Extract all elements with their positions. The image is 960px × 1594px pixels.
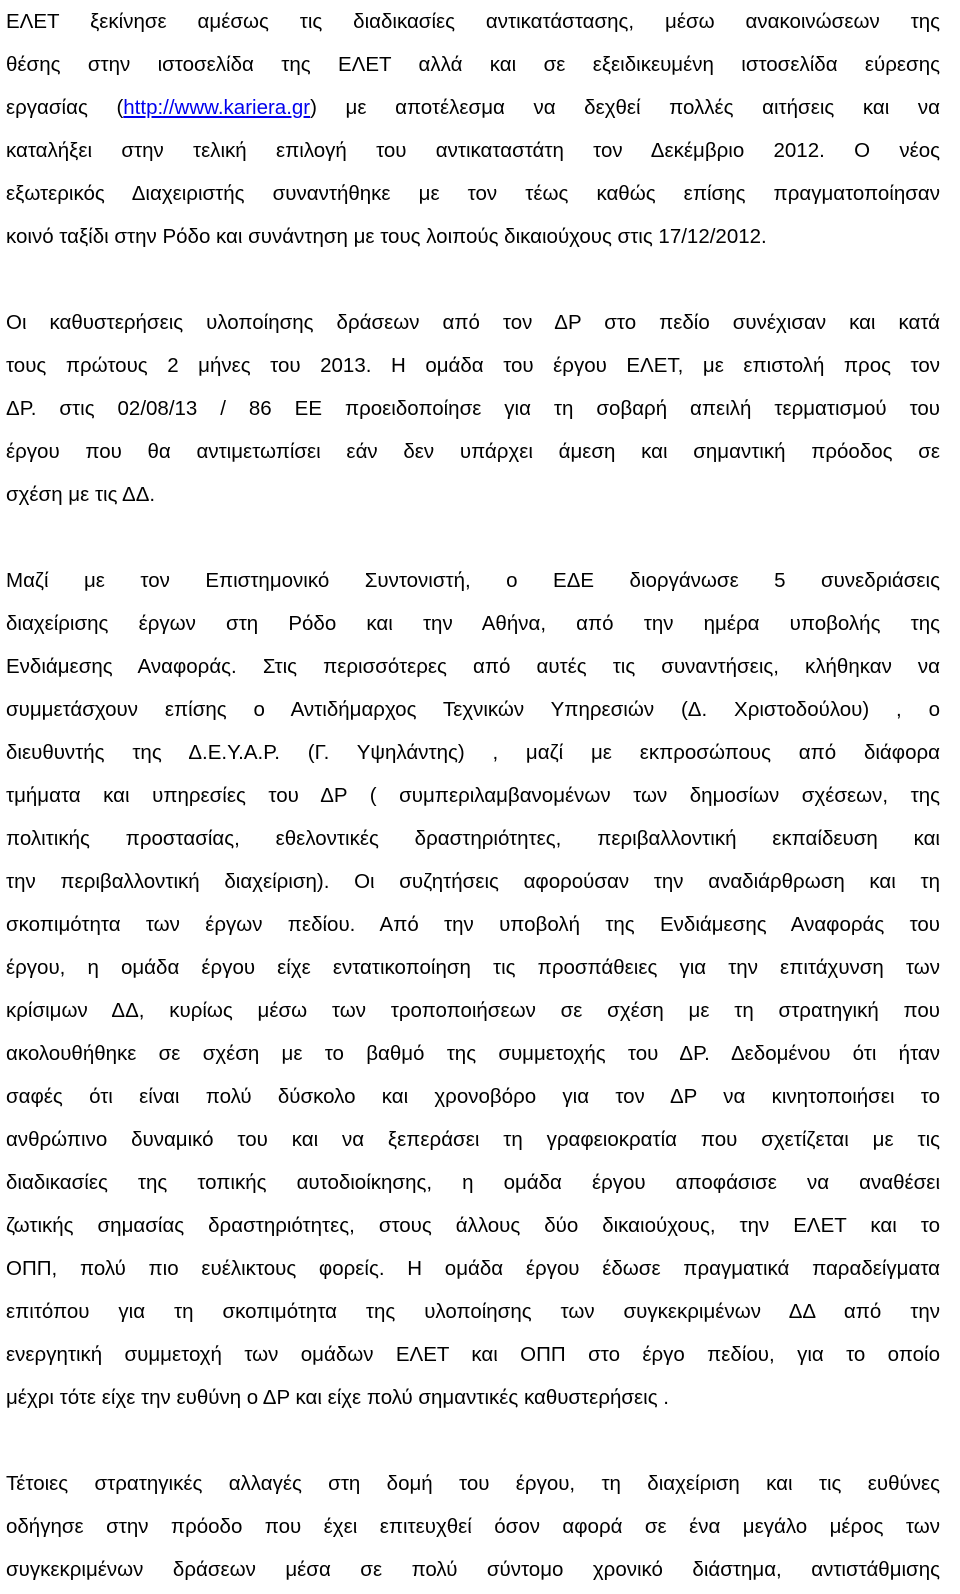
paragraph-4: [6, 1462, 940, 1591]
paragraph-gap: [6, 516, 940, 559]
text-line: ΔΡ. στις 02/08/13 / 86 ΕΕ προειδοποίησε για τη σοβαρή απειλή τερματισμού του: [6, 397, 940, 420]
text-line: διαχείρισης έργων στη Ρόδο και την Αθήνα, από την ημέρα υποβολής της: [6, 612, 940, 635]
text-line: συγκεκριμένων δράσεων μέσα σε πολύ σύντομο χρονικό διάστημα, αντιστάθμισης: [6, 1558, 940, 1581]
paragraph-gap: [6, 1419, 940, 1462]
text-line: μέχρι τότε είχε την ευθύνη ο ΔΡ και είχε πολύ σημαντικές καθυστερήσεις .: [6, 1386, 669, 1409]
document-page: [6, 0, 940, 1591]
text-line: επιτόπου για τη σκοπιμότητα της υλοποίησης των συγκεκριμένων ΔΔ από την: [6, 1300, 940, 1323]
text-line: Τέτοιες στρατηγικές αλλαγές στη δομή του έργου, τη διαχείριση και τις ευθύνες: [6, 1472, 940, 1495]
text-line: ΕΛΕΤ ξεκίνησε αμέσως τις διαδικασίες αντικατάστασης, μέσω ανακοινώσεων της: [6, 10, 940, 33]
text-line: πολιτικής προστασίας, εθελοντικές δραστηριότητες, περιβαλλοντική εκπαίδευση και: [6, 827, 940, 850]
text-line: ακολουθήθηκε σε σχέση με το βαθμό της συμμετοχής του ΔΡ. Δεδομένου ότι ήταν: [6, 1042, 940, 1065]
text-line: Ενδιάμεσης Αναφοράς. Στις περισσότερες από αυτές τις συναντήσεις, κλήθηκαν να: [6, 655, 940, 678]
text-line: ενεργητική συμμετοχή των ομάδων ΕΛΕΤ και ΟΠΠ στο έργο πεδίου, για το οποίο: [6, 1343, 940, 1366]
text-line: καταλήξει στην τελική επιλογή του αντικαταστάτη τον Δεκέμβριο 2012. Ο νέος: [6, 139, 940, 162]
text-line: διαδικασίες της τοπικής αυτοδιοίκησης, η ομάδα έργου αποφάσισε να αναθέσει: [6, 1171, 940, 1194]
text-line: τους πρώτους 2 μήνες του 2013. Η ομάδα του έργου ΕΛΕΤ, με επιστολή προς τον: [6, 354, 940, 377]
text-line: κρίσιμων ΔΔ, κυρίως μέσω των τροποποιήσεων σε σχέση με τη στρατηγική που: [6, 999, 940, 1022]
text-line: σκοπιμότητα των έργων πεδίου. Από την υποβολή της Ενδιάμεσης Αναφοράς του: [6, 913, 940, 936]
text-line: τμήματα και υπηρεσίες του ΔΡ ( συμπεριλαμβανομένων των δημοσίων σχέσεων, της: [6, 784, 940, 807]
text-line: εξωτερικός Διαχειριστής συναντήθηκε με τον τέως καθώς επίσης πραγματοποίησαν: [6, 182, 940, 205]
text-line: έργου, η ομάδα έργου είχε εντατικοποίηση τις προσπάθειες για την επιτάχυνση των: [6, 956, 940, 979]
paragraph-2: [6, 301, 940, 516]
text-line: σχέση με τις ΔΔ.: [6, 483, 156, 506]
text-line: Οι καθυστερήσεις υλοποίησης δράσεων από τον ΔΡ στο πεδίο συνέχισαν και κατά: [6, 311, 940, 334]
text-line: κοινό ταξίδι στην Ρόδο και συνάντηση με τους λοιπούς δικαιούχους στις 17/12/2012.: [6, 225, 767, 248]
paragraph-1: [6, 0, 940, 258]
text-line: έργου που θα αντιμετωπίσει εάν δεν υπάρχει άμεση και σημαντική πρόοδος σε: [6, 440, 940, 463]
text-line: ανθρώπινο δυναμικό του και να ξεπεράσει τη γραφειοκρατία που σχετίζεται με τις: [6, 1128, 940, 1151]
text-line: θέσης στην ιστοσελίδα της ΕΛΕΤ αλλά και σε εξειδικευμένη ιστοσελίδα εύρεσης: [6, 53, 940, 76]
paragraph-3: [6, 559, 940, 1419]
text-line: διευθυντής της Δ.Ε.Υ.Α.Ρ. (Γ. Υψηλάντης) , μαζί με εκπροσώπους από διάφορα: [6, 741, 940, 764]
text-segment: ) με αποτέλεσμα να δεχθεί πολλές αιτήσεις και να: [310, 96, 940, 119]
text-line: οδήγησε στην πρόοδο που έχει επιτευχθεί όσον αφορά σε ένα μεγάλο μέρος των: [6, 1515, 940, 1538]
text-line: Μαζί με τον Επιστημονικό Συντονιστή, ο ΕΔΕ διοργάνωσε 5 συνεδριάσεις: [6, 569, 940, 592]
text-line-with-link: [6, 86, 940, 129]
text-line: ΟΠΠ, πολύ πιο ευέλικτους φορείς. Η ομάδα έργου έδωσε πραγματικά παραδείγματα: [6, 1257, 940, 1280]
text-line: την περιβαλλοντική διαχείριση). Οι συζητήσεις αφορούσαν την αναδιάρθρωση και τη: [6, 870, 940, 893]
text-segment: εργασίας (: [6, 96, 124, 119]
text-line: ζωτικής σημασίας δραστηριότητες, στους άλλους δύο δικαιούχους, την ΕΛΕΤ και το: [6, 1214, 940, 1237]
text-line: σαφές ότι είναι πολύ δύσκολο και χρονοβόρο για τον ΔΡ να κινητοποιήσει το: [6, 1085, 940, 1108]
paragraph-gap: [6, 258, 940, 301]
text-line: συμμετάσχουν επίσης ο Αντιδήμαρχος Τεχνικών Υπηρεσιών (Δ. Χριστοδούλου) , ο: [6, 698, 940, 721]
kariera-link[interactable]: http://www.kariera.gr: [123, 96, 311, 119]
